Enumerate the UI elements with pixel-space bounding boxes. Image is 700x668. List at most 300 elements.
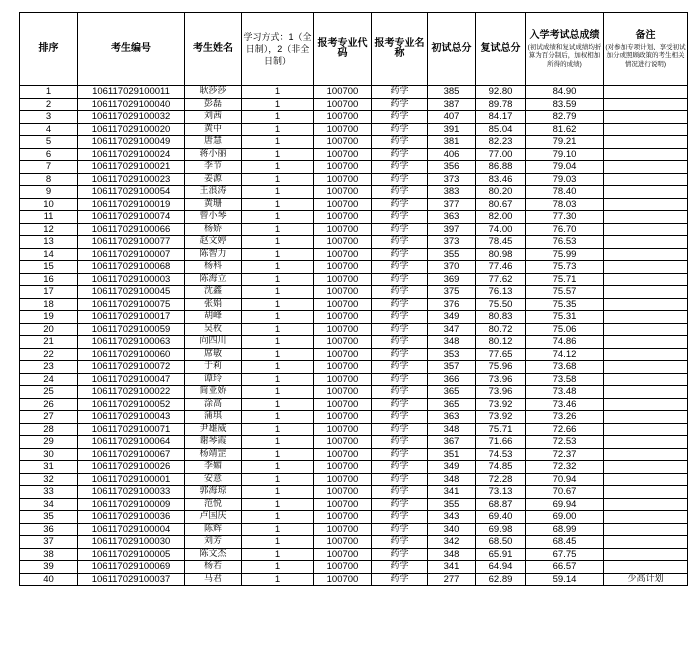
cell-exam-id: 106117029100001 xyxy=(78,473,185,486)
cell-retest-score: 80.72 xyxy=(476,323,526,336)
cell-major-code: 100700 xyxy=(314,273,372,286)
cell-retest-score: 86.88 xyxy=(476,161,526,174)
cell-major-code: 100700 xyxy=(314,323,372,336)
cell-seq: 18 xyxy=(20,298,78,311)
cell-major-name: 药学 xyxy=(372,361,428,374)
cell-total-score: 76.70 xyxy=(526,223,604,236)
cell-major-name: 药学 xyxy=(372,211,428,224)
cell-retest-score: 75.71 xyxy=(476,423,526,436)
cell-total-score: 76.53 xyxy=(526,236,604,249)
cell-major-name: 药学 xyxy=(372,123,428,136)
cell-study-mode: 1 xyxy=(242,561,314,574)
cell-name: 于莉 xyxy=(185,361,242,374)
cell-seq: 8 xyxy=(20,173,78,186)
cell-total-score: 77.30 xyxy=(526,211,604,224)
cell-exam-id: 106117029100077 xyxy=(78,236,185,249)
cell-name: 陈海立 xyxy=(185,273,242,286)
cell-initial-score: 375 xyxy=(428,286,476,299)
table-row xyxy=(20,336,688,349)
table-row xyxy=(20,373,688,386)
cell-retest-score: 77.65 xyxy=(476,348,526,361)
cell-exam-id: 106117029100069 xyxy=(78,561,185,574)
table-row xyxy=(20,198,688,211)
cell-seq: 2 xyxy=(20,98,78,111)
cell-note xyxy=(604,423,688,436)
table-row xyxy=(20,536,688,549)
cell-total-score: 84.90 xyxy=(526,86,604,99)
cell-seq: 33 xyxy=(20,486,78,499)
cell-note xyxy=(604,523,688,536)
header-row xyxy=(20,13,688,86)
cell-total-score: 78.40 xyxy=(526,186,604,199)
header-note xyxy=(604,13,688,86)
cell-major-code: 100700 xyxy=(314,373,372,386)
cell-major-code: 100700 xyxy=(314,511,372,524)
cell-exam-id: 106117029100032 xyxy=(78,111,185,124)
cell-initial-score: 363 xyxy=(428,411,476,424)
cell-retest-score: 76.13 xyxy=(476,286,526,299)
table-row xyxy=(20,286,688,299)
cell-total-score: 79.21 xyxy=(526,136,604,149)
cell-seq: 21 xyxy=(20,336,78,349)
cell-name: 杨靖罡 xyxy=(185,448,242,461)
cell-note xyxy=(604,448,688,461)
cell-study-mode: 1 xyxy=(242,123,314,136)
cell-major-code: 100700 xyxy=(314,136,372,149)
cell-initial-score: 373 xyxy=(428,236,476,249)
cell-initial-score: 347 xyxy=(428,323,476,336)
cell-major-code: 100700 xyxy=(314,523,372,536)
cell-name: 黄珊 xyxy=(185,198,242,211)
cell-initial-score: 348 xyxy=(428,473,476,486)
cell-study-mode: 1 xyxy=(242,511,314,524)
cell-name: 马君 xyxy=(185,573,242,586)
cell-retest-score: 73.13 xyxy=(476,486,526,499)
cell-name: 赵文婷 xyxy=(185,236,242,249)
cell-study-mode: 1 xyxy=(242,523,314,536)
cell-seq: 16 xyxy=(20,273,78,286)
cell-retest-score: 69.40 xyxy=(476,511,526,524)
cell-seq: 32 xyxy=(20,473,78,486)
cell-major-code: 100700 xyxy=(314,573,372,586)
cell-initial-score: 341 xyxy=(428,486,476,499)
cell-major-name: 药学 xyxy=(372,198,428,211)
cell-study-mode: 1 xyxy=(242,436,314,449)
cell-study-mode: 1 xyxy=(242,486,314,499)
table-row xyxy=(20,423,688,436)
cell-name: 安意 xyxy=(185,473,242,486)
cell-note xyxy=(604,461,688,474)
cell-note xyxy=(604,536,688,549)
cell-total-score: 73.26 xyxy=(526,411,604,424)
cell-note xyxy=(604,411,688,424)
cell-total-score: 73.46 xyxy=(526,398,604,411)
cell-note xyxy=(604,361,688,374)
cell-note xyxy=(604,211,688,224)
cell-major-name: 药学 xyxy=(372,286,428,299)
cell-name: 杨科 xyxy=(185,261,242,274)
cell-retest-score: 73.92 xyxy=(476,411,526,424)
cell-exam-id: 106117029100075 xyxy=(78,298,185,311)
table-row xyxy=(20,98,688,111)
cell-study-mode: 1 xyxy=(242,448,314,461)
table-row xyxy=(20,86,688,99)
cell-seq: 30 xyxy=(20,448,78,461)
cell-major-name: 药学 xyxy=(372,248,428,261)
cell-retest-score: 72.28 xyxy=(476,473,526,486)
cell-total-score: 75.99 xyxy=(526,248,604,261)
cell-study-mode: 1 xyxy=(242,98,314,111)
cell-study-mode: 1 xyxy=(242,498,314,511)
cell-major-name: 药学 xyxy=(372,523,428,536)
cell-total-score: 79.03 xyxy=(526,173,604,186)
cell-major-name: 药学 xyxy=(372,386,428,399)
cell-retest-score: 80.67 xyxy=(476,198,526,211)
cell-retest-score: 74.53 xyxy=(476,448,526,461)
cell-major-code: 100700 xyxy=(314,548,372,561)
cell-note xyxy=(604,373,688,386)
cell-initial-score: 277 xyxy=(428,573,476,586)
cell-study-mode: 1 xyxy=(242,548,314,561)
cell-initial-score: 365 xyxy=(428,386,476,399)
cell-total-score: 79.04 xyxy=(526,161,604,174)
cell-major-code: 100700 xyxy=(314,261,372,274)
cell-major-code: 100700 xyxy=(314,198,372,211)
cell-exam-id: 106117029100004 xyxy=(78,523,185,536)
cell-seq: 25 xyxy=(20,386,78,399)
cell-name: 陈辉 xyxy=(185,523,242,536)
cell-seq: 37 xyxy=(20,536,78,549)
cell-name: 黄中 xyxy=(185,123,242,136)
cell-note xyxy=(604,298,688,311)
cell-major-code: 100700 xyxy=(314,361,372,374)
cell-study-mode: 1 xyxy=(242,86,314,99)
cell-total-score: 70.67 xyxy=(526,486,604,499)
cell-study-mode: 1 xyxy=(242,536,314,549)
cell-name: 杨娇 xyxy=(185,223,242,236)
table-row xyxy=(20,398,688,411)
cell-major-code: 100700 xyxy=(314,436,372,449)
table-row xyxy=(20,473,688,486)
cell-name: 陈文杰 xyxy=(185,548,242,561)
cell-major-name: 药学 xyxy=(372,461,428,474)
cell-initial-score: 357 xyxy=(428,361,476,374)
cell-retest-score: 73.96 xyxy=(476,386,526,399)
cell-major-code: 100700 xyxy=(314,561,372,574)
cell-major-name: 药学 xyxy=(372,573,428,586)
cell-name: 谭玲 xyxy=(185,373,242,386)
cell-study-mode: 1 xyxy=(242,573,314,586)
cell-initial-score: 356 xyxy=(428,161,476,174)
header-note-main: 备注 xyxy=(635,30,656,42)
cell-total-score: 75.06 xyxy=(526,323,604,336)
table-row xyxy=(20,548,688,561)
cell-note xyxy=(604,398,688,411)
cell-major-name: 药学 xyxy=(372,498,428,511)
table-row xyxy=(20,273,688,286)
cell-major-code: 100700 xyxy=(314,286,372,299)
cell-exam-id: 106117029100067 xyxy=(78,448,185,461)
cell-major-name: 药学 xyxy=(372,561,428,574)
cell-seq: 12 xyxy=(20,223,78,236)
cell-study-mode: 1 xyxy=(242,161,314,174)
cell-total-score: 75.73 xyxy=(526,261,604,274)
cell-initial-score: 348 xyxy=(428,423,476,436)
cell-total-score: 66.57 xyxy=(526,561,604,574)
header-major-name: 报考专业名称 xyxy=(372,13,428,86)
cell-seq: 5 xyxy=(20,136,78,149)
cell-total-score: 78.03 xyxy=(526,198,604,211)
cell-note xyxy=(604,336,688,349)
admission-results-table xyxy=(19,12,688,586)
table-row xyxy=(20,311,688,324)
cell-name: 王浪涛 xyxy=(185,186,242,199)
table-row xyxy=(20,248,688,261)
cell-total-score: 72.32 xyxy=(526,461,604,474)
cell-initial-score: 341 xyxy=(428,561,476,574)
table-row xyxy=(20,136,688,149)
cell-major-name: 药学 xyxy=(372,236,428,249)
table-row xyxy=(20,173,688,186)
cell-exam-id: 106117029100052 xyxy=(78,398,185,411)
cell-retest-score: 69.98 xyxy=(476,523,526,536)
table-row xyxy=(20,411,688,424)
cell-major-code: 100700 xyxy=(314,498,372,511)
cell-major-code: 100700 xyxy=(314,398,372,411)
cell-major-code: 100700 xyxy=(314,111,372,124)
table-row xyxy=(20,436,688,449)
cell-initial-score: 340 xyxy=(428,523,476,536)
cell-study-mode: 1 xyxy=(242,136,314,149)
cell-initial-score: 377 xyxy=(428,198,476,211)
cell-retest-score: 74.00 xyxy=(476,223,526,236)
cell-name: 姜源 xyxy=(185,173,242,186)
cell-exam-id: 106117029100020 xyxy=(78,123,185,136)
cell-seq: 24 xyxy=(20,373,78,386)
cell-exam-id: 106117029100021 xyxy=(78,161,185,174)
header-total-sub: (初试成绩和复试成绩均折算为百分制后，加权相加所得的成绩) xyxy=(527,44,602,68)
cell-total-score: 74.12 xyxy=(526,348,604,361)
cell-exam-id: 106117029100033 xyxy=(78,486,185,499)
cell-major-code: 100700 xyxy=(314,486,372,499)
cell-note xyxy=(604,236,688,249)
cell-major-code: 100700 xyxy=(314,161,372,174)
cell-seq: 22 xyxy=(20,348,78,361)
table-row xyxy=(20,498,688,511)
cell-initial-score: 369 xyxy=(428,273,476,286)
cell-seq: 11 xyxy=(20,211,78,224)
cell-total-score: 67.75 xyxy=(526,548,604,561)
cell-seq: 6 xyxy=(20,148,78,161)
table-row xyxy=(20,573,688,586)
table-row xyxy=(20,148,688,161)
cell-name: 唐慧 xyxy=(185,136,242,149)
cell-initial-score: 367 xyxy=(428,436,476,449)
cell-name: 简亚娇 xyxy=(185,386,242,399)
cell-seq: 20 xyxy=(20,323,78,336)
cell-initial-score: 348 xyxy=(428,336,476,349)
cell-name: 范悦 xyxy=(185,498,242,511)
cell-note xyxy=(604,473,688,486)
cell-exam-id: 106117029100060 xyxy=(78,348,185,361)
cell-study-mode: 1 xyxy=(242,423,314,436)
cell-name: 尹雄威 xyxy=(185,423,242,436)
table-row xyxy=(20,461,688,474)
cell-major-code: 100700 xyxy=(314,236,372,249)
cell-major-code: 100700 xyxy=(314,448,372,461)
cell-exam-id: 106117029100011 xyxy=(78,86,185,99)
cell-retest-score: 80.20 xyxy=(476,186,526,199)
cell-initial-score: 383 xyxy=(428,186,476,199)
cell-exam-id: 106117029100066 xyxy=(78,223,185,236)
cell-name: 吴枚 xyxy=(185,323,242,336)
cell-name: 耿莎莎 xyxy=(185,86,242,99)
cell-major-name: 药学 xyxy=(372,148,428,161)
cell-seq: 40 xyxy=(20,573,78,586)
table-row xyxy=(20,348,688,361)
cell-exam-id: 106117029100059 xyxy=(78,323,185,336)
cell-retest-score: 78.45 xyxy=(476,236,526,249)
cell-total-score: 73.48 xyxy=(526,386,604,399)
cell-major-name: 药学 xyxy=(372,173,428,186)
cell-total-score: 83.59 xyxy=(526,98,604,111)
cell-major-code: 100700 xyxy=(314,386,372,399)
cell-major-name: 药学 xyxy=(372,373,428,386)
table-row xyxy=(20,161,688,174)
cell-seq: 4 xyxy=(20,123,78,136)
cell-note xyxy=(604,111,688,124)
cell-major-name: 药学 xyxy=(372,398,428,411)
cell-exam-id: 106117029100019 xyxy=(78,198,185,211)
table-row xyxy=(20,123,688,136)
cell-major-name: 药学 xyxy=(372,223,428,236)
cell-name: 李媚 xyxy=(185,461,242,474)
cell-name: 沈鑫 xyxy=(185,286,242,299)
table-body xyxy=(20,86,688,586)
cell-retest-score: 68.87 xyxy=(476,498,526,511)
header-retest-score: 复试总分 xyxy=(476,13,526,86)
cell-name: 刘芳 xyxy=(185,536,242,549)
cell-exam-id: 106117029100036 xyxy=(78,511,185,524)
cell-name: 蒋小丽 xyxy=(185,148,242,161)
cell-retest-score: 89.78 xyxy=(476,98,526,111)
cell-major-name: 药学 xyxy=(372,323,428,336)
cell-retest-score: 77.46 xyxy=(476,261,526,274)
cell-initial-score: 373 xyxy=(428,173,476,186)
cell-initial-score: 355 xyxy=(428,248,476,261)
cell-study-mode: 1 xyxy=(242,186,314,199)
cell-exam-id: 106117029100071 xyxy=(78,423,185,436)
cell-study-mode: 1 xyxy=(242,236,314,249)
cell-seq: 38 xyxy=(20,548,78,561)
cell-major-name: 药学 xyxy=(372,423,428,436)
cell-major-code: 100700 xyxy=(314,473,372,486)
cell-retest-score: 73.92 xyxy=(476,398,526,411)
cell-study-mode: 1 xyxy=(242,461,314,474)
cell-retest-score: 77.62 xyxy=(476,273,526,286)
cell-seq: 36 xyxy=(20,523,78,536)
cell-retest-score: 73.96 xyxy=(476,373,526,386)
cell-note xyxy=(604,511,688,524)
cell-seq: 34 xyxy=(20,498,78,511)
table-row xyxy=(20,361,688,374)
cell-retest-score: 84.17 xyxy=(476,111,526,124)
cell-total-score: 82.79 xyxy=(526,111,604,124)
cell-seq: 1 xyxy=(20,86,78,99)
cell-exam-id: 106117029100063 xyxy=(78,336,185,349)
cell-retest-score: 74.85 xyxy=(476,461,526,474)
cell-major-code: 100700 xyxy=(314,86,372,99)
cell-name: 曾小琴 xyxy=(185,211,242,224)
cell-seq: 17 xyxy=(20,286,78,299)
cell-retest-score: 68.50 xyxy=(476,536,526,549)
cell-major-code: 100700 xyxy=(314,123,372,136)
cell-note xyxy=(604,273,688,286)
cell-exam-id: 106117029100047 xyxy=(78,373,185,386)
cell-retest-score: 85.04 xyxy=(476,123,526,136)
cell-name: 张娟 xyxy=(185,298,242,311)
cell-retest-score: 80.98 xyxy=(476,248,526,261)
table-row xyxy=(20,186,688,199)
table-row xyxy=(20,236,688,249)
cell-seq: 29 xyxy=(20,436,78,449)
cell-initial-score: 385 xyxy=(428,86,476,99)
cell-seq: 31 xyxy=(20,461,78,474)
cell-total-score: 69.00 xyxy=(526,511,604,524)
cell-initial-score: 349 xyxy=(428,311,476,324)
table-row xyxy=(20,511,688,524)
cell-major-name: 药学 xyxy=(372,136,428,149)
cell-major-name: 药学 xyxy=(372,111,428,124)
cell-seq: 27 xyxy=(20,411,78,424)
cell-study-mode: 1 xyxy=(242,411,314,424)
cell-name: 胡峰 xyxy=(185,311,242,324)
cell-seq: 23 xyxy=(20,361,78,374)
cell-exam-id: 106117029100068 xyxy=(78,261,185,274)
cell-seq: 14 xyxy=(20,248,78,261)
cell-total-score: 75.57 xyxy=(526,286,604,299)
cell-study-mode: 1 xyxy=(242,398,314,411)
table-row xyxy=(20,386,688,399)
cell-note xyxy=(604,323,688,336)
cell-name: 谢琴霞 xyxy=(185,436,242,449)
cell-note xyxy=(604,86,688,99)
cell-major-code: 100700 xyxy=(314,298,372,311)
cell-exam-id: 106117029100026 xyxy=(78,461,185,474)
cell-total-score: 81.62 xyxy=(526,123,604,136)
cell-major-name: 药学 xyxy=(372,298,428,311)
cell-seq: 26 xyxy=(20,398,78,411)
cell-initial-score: 407 xyxy=(428,111,476,124)
cell-major-name: 药学 xyxy=(372,536,428,549)
cell-exam-id: 106117029100037 xyxy=(78,573,185,586)
cell-major-name: 药学 xyxy=(372,486,428,499)
cell-study-mode: 1 xyxy=(242,311,314,324)
cell-initial-score: 365 xyxy=(428,398,476,411)
cell-study-mode: 1 xyxy=(242,298,314,311)
cell-total-score: 79.10 xyxy=(526,148,604,161)
header-seq: 排序 xyxy=(20,13,78,86)
cell-note xyxy=(604,348,688,361)
cell-study-mode: 1 xyxy=(242,111,314,124)
cell-retest-score: 77.00 xyxy=(476,148,526,161)
table-row xyxy=(20,261,688,274)
header-initial-score: 初试总分 xyxy=(428,13,476,86)
cell-note: 少高计划 xyxy=(604,573,688,586)
cell-major-name: 药学 xyxy=(372,448,428,461)
cell-name: 向四川 xyxy=(185,336,242,349)
cell-study-mode: 1 xyxy=(242,473,314,486)
